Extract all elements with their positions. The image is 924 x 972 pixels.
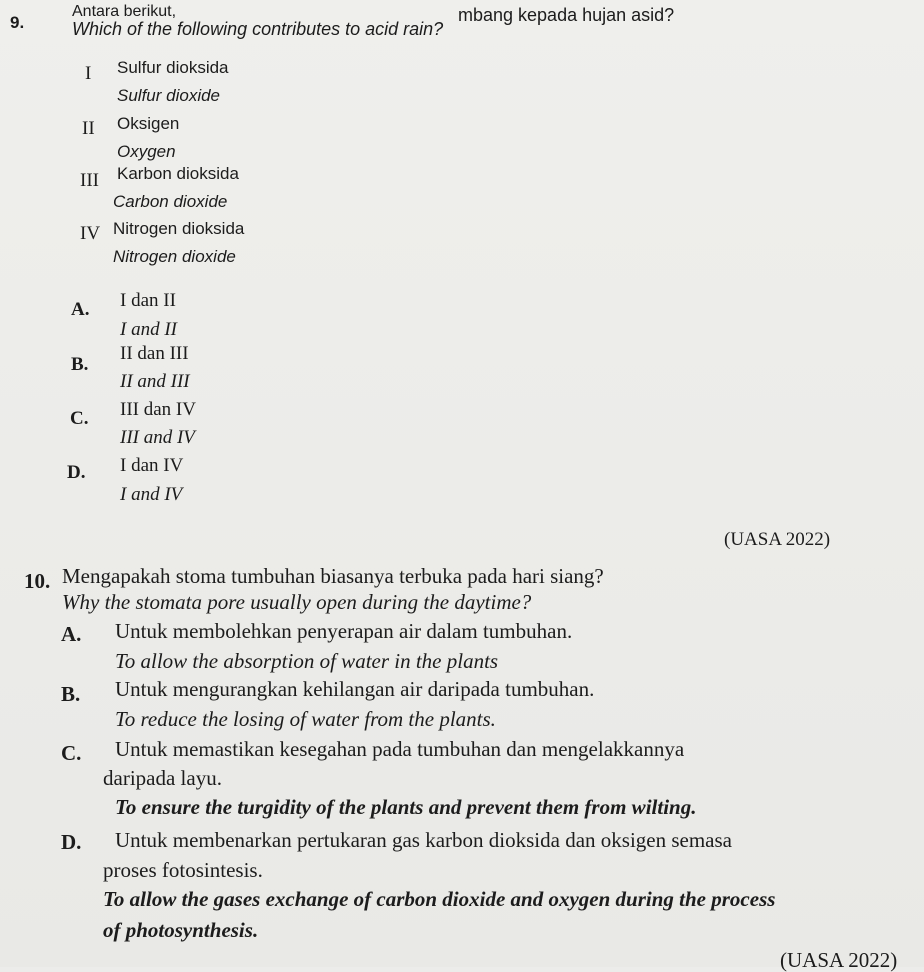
- q9-stem-ms-left: Antara berikut,: [72, 3, 177, 20]
- q10-option-en: To allow the gases exchange of carbon dioxide and oxygen during the process: [103, 887, 776, 911]
- q9-option-en: I and II: [120, 319, 177, 340]
- q9-item-numeral: IV: [80, 223, 101, 244]
- q9-item-ms: Nitrogen dioksida: [113, 219, 245, 238]
- q10-source-label: (UASA 2022): [780, 948, 898, 972]
- q9-item-en: Nitrogen dioxide: [113, 247, 236, 266]
- q9-source-label: (UASA 2022): [724, 529, 831, 550]
- q10-option-en: To reduce the losing of water from the plants.: [115, 707, 496, 731]
- q9-option-letter: C.: [70, 408, 89, 429]
- q9-item-en: Oxygen: [117, 142, 176, 161]
- q10-option-letter: D.: [61, 830, 82, 854]
- q9-option-ms: III dan IV: [120, 399, 196, 420]
- q9-option-en: I and IV: [120, 484, 183, 505]
- q9-item-ms: Karbon dioksida: [117, 164, 239, 183]
- q9-item-numeral: I: [85, 63, 92, 84]
- q9-option-letter: D.: [67, 462, 86, 483]
- q10-option-letter: C.: [61, 741, 82, 765]
- q9-option-ms: II dan III: [120, 343, 189, 364]
- q9-item-numeral: II: [82, 118, 95, 139]
- q10-option-ms: Untuk membolehkan penyerapan air dalam tumbuhan.: [115, 619, 573, 643]
- q10-option-ms: Untuk mengurangkan kehilangan air daripada tumbuhan.: [115, 677, 595, 701]
- q9-option-en: II and III: [120, 371, 190, 392]
- q9-item-ms: Sulfur dioksida: [117, 58, 229, 77]
- q10-option-en-continued: of photosynthesis.: [103, 918, 259, 942]
- q10-option-letter: A.: [61, 622, 82, 646]
- q9-option-ms: I dan IV: [120, 455, 184, 476]
- q9-number: 9.: [10, 13, 25, 32]
- q10-option-ms: Untuk memastikan kesegahan pada tumbuhan dan mengelakkannya: [115, 737, 685, 761]
- q10-option-en: To ensure the turgidity of the plants and prevent them from wilting.: [115, 795, 697, 819]
- q10-option-en: To allow the absorption of water in the plants: [115, 649, 499, 673]
- q10-option-letter: B.: [61, 682, 81, 706]
- q9-stem-ms-right: mbang kepada hujan asid?: [458, 5, 675, 25]
- q9-item-ms: Oksigen: [117, 114, 180, 133]
- q10-option-ms-continued: proses fotosintesis.: [103, 858, 263, 882]
- q10-number: 10.: [24, 569, 51, 593]
- q10-stem-ms: Mengapakah stoma tumbuhan biasanya terbuka pada hari siang?: [62, 564, 604, 588]
- q10-option-ms-continued: daripada layu.: [103, 766, 222, 790]
- q9-item-numeral: III: [80, 170, 99, 191]
- q9-option-en: III and IV: [120, 427, 195, 448]
- q9-option-ms: I dan II: [120, 290, 176, 311]
- q9-item-en: Carbon dioxide: [113, 192, 228, 211]
- q9-option-letter: A.: [71, 299, 90, 320]
- q9-stem-en: Which of the following contributes to acid rain?: [72, 19, 444, 39]
- q9-item-en: Sulfur dioxide: [117, 86, 221, 105]
- q10-option-ms: Untuk membenarkan pertukaran gas karbon dioksida dan oksigen semasa: [115, 828, 732, 852]
- q9-option-letter: B.: [71, 354, 89, 375]
- q10-stem-en: Why the stomata pore usually open during the daytime?: [62, 590, 532, 614]
